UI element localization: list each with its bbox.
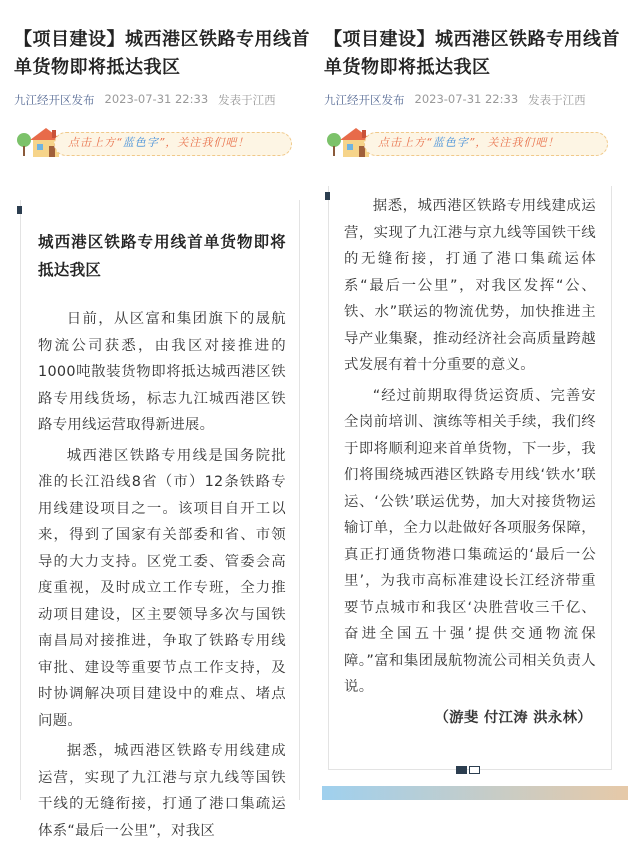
- article-body-right: [344, 193, 596, 735]
- article-title: 【项目建设】城西港区铁路专用线首单货物即将抵达我区: [324, 29, 620, 78]
- article-column-right: [322, 0, 628, 800]
- article-heading: 城西港区铁路专用线首单货物即将抵达我区: [38, 233, 286, 279]
- page-dot: [469, 766, 480, 774]
- banner-text-blue: 蓝色字: [122, 136, 159, 149]
- frame-corner-marker: [17, 206, 22, 214]
- banner-text-prefix: 点击上方“: [68, 136, 123, 149]
- page-indicator: [456, 766, 480, 776]
- banner-text-blue: 蓝色字: [432, 136, 469, 149]
- publish-location: 发表于江西: [218, 93, 276, 107]
- article-title: 【项目建设】城西港区铁路专用线首单货物即将抵达我区: [14, 29, 310, 78]
- author-signature: （游斐 付江涛 洪永林）: [434, 709, 592, 726]
- paragraph: 据悉，城西港区铁路专用线建成运营，实现了九江港与京九线等国铁干线的无缝衔接，打通了港口集疏运体系“最后一公里”，对我区: [38, 743, 286, 839]
- article-body-left: [38, 228, 286, 848]
- paragraph: “经过前期取得货运资质、完善安全岗前培训、演练等相关手续，我们终于即将顺利迎来首单货物，下一步，我们将围绕城西港区铁路专用线‘铁水’联运、‘公铁’联运优势，加大对接货物运输订单，全力以赴做好各项服务保障，真正打通货物港口集疏运的‘最后一公里’，为我市高标准建设长江经济带重要节点城市和我区‘决胜营收三千亿、奋进全国五十强’提供交通物流保障。”富和集团晟航物流公司相关负责人说。: [344, 387, 596, 695]
- frame-corner-marker: [325, 192, 330, 200]
- publish-datetime: 2023-07-31 22:33: [104, 92, 209, 106]
- banner-text-suffix: ”，关注我们吧！: [158, 136, 250, 149]
- banner-text: [68, 134, 249, 150]
- banner-text-suffix: ”，关注我们吧！: [468, 136, 560, 149]
- article-meta: [322, 92, 628, 108]
- paragraph: 日前，从区富和集团旗下的晟航物流公司获悉，由我区对接推进的1000吨散装货物即将抵达城西港区铁路专用线货场，标志九江城西港区铁路专用线运营取得新进展。: [38, 311, 286, 433]
- article-meta: [12, 92, 312, 108]
- author-link[interactable]: 九江经开区发布: [324, 93, 405, 107]
- publish-location: 发表于江西: [528, 93, 586, 107]
- paragraph: 城西港区铁路专用线是国务院批准的长江沿线8省（市）12条铁路专用线建设项目之一。该项目自开工以来，得到了国家有关部委和省、市领导的大力支持。区党工委、管委会高度重视，及时成立工作专班，全力推动项目建设，区主要领导多次与国铁南昌局对接推进，争取了铁路专用线审批、建设等重要节点工作支持，及时协调解决项目建设中的难点、堵点问题。: [38, 447, 286, 729]
- author-link[interactable]: 九江经开区发布: [14, 93, 95, 107]
- follow-banner[interactable]: [12, 124, 312, 160]
- page-dot-active: [456, 766, 467, 774]
- follow-banner[interactable]: [322, 124, 628, 160]
- banner-text: [378, 134, 559, 150]
- paragraph: 据悉，城西港区铁路专用线建成运营，实现了九江港与京九线等国铁干线的无缝衔接，打通了港口集疏运体系“最后一公里”，对我区发挥“公、铁、水”联运的物流优势，加快推进主导产业集聚，推动经济社会高质量跨越式发展有着十分重要的意义。: [344, 198, 596, 373]
- article-column-left: [12, 0, 312, 839]
- bottom-image-strip: [322, 786, 628, 800]
- banner-text-prefix: 点击上方“: [378, 136, 433, 149]
- publish-datetime: 2023-07-31 22:33: [414, 92, 519, 106]
